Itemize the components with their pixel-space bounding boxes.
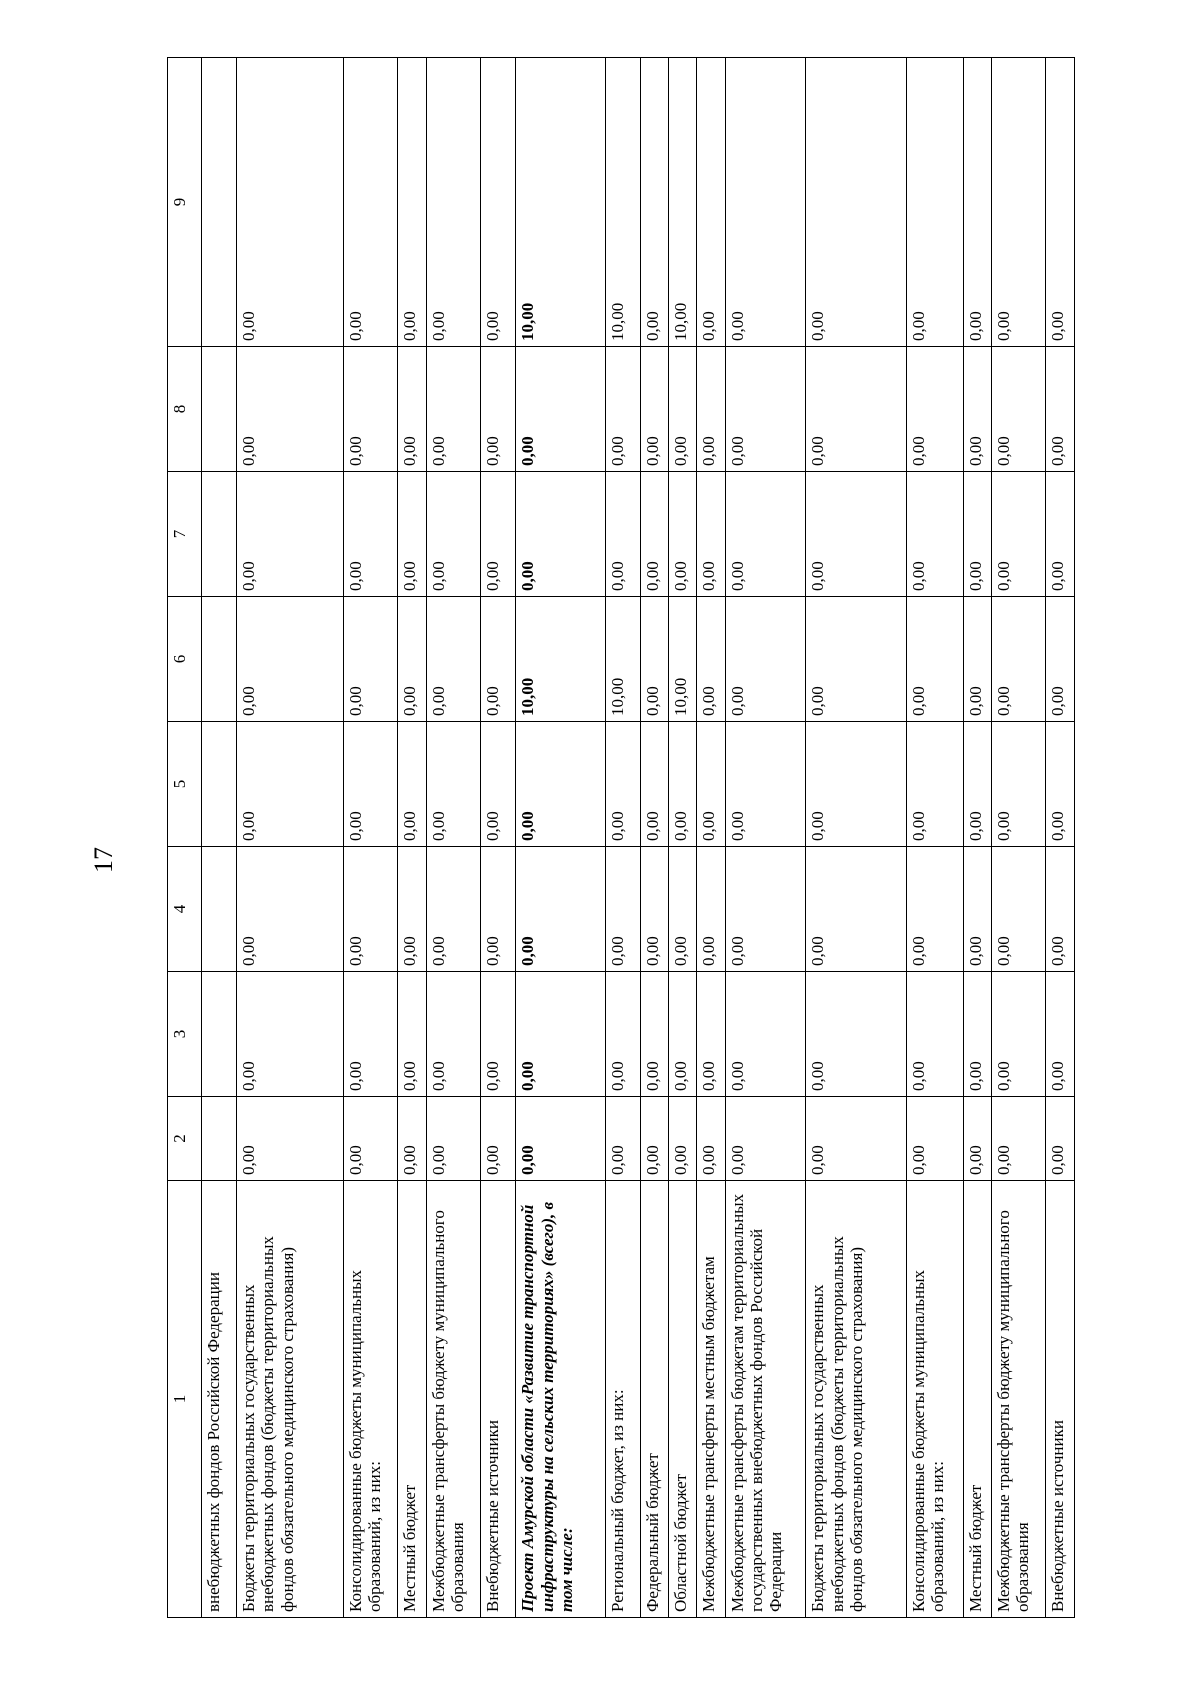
- header-col-6: 6: [168, 597, 202, 722]
- cell-col-6: 10,00: [516, 597, 605, 722]
- table-row: [516, 58, 605, 1618]
- row-label: Проект Амурской области «Развитие транспортной инфраструктуры на сельских территориях» (всего), в том числе:: [516, 1181, 605, 1618]
- cell-col-8: 0,00: [963, 347, 991, 472]
- cell-col-8: 0,00: [1046, 347, 1075, 472]
- table-row: [697, 58, 725, 1618]
- cell-col-3: 0,00: [426, 972, 481, 1097]
- cell-col-6: [202, 597, 237, 722]
- rotated-table-container: [167, 58, 1075, 1618]
- cell-col-9: 10,00: [516, 58, 605, 347]
- cell-col-6: 0,00: [906, 597, 963, 722]
- cell-col-3: 0,00: [481, 972, 516, 1097]
- row-label: Консолидированные бюджеты муниципальных образований, из них:: [906, 1181, 963, 1618]
- cell-col-7: 0,00: [697, 472, 725, 597]
- cell-col-2: 0,00: [1046, 1097, 1075, 1181]
- cell-col-6: 0,00: [398, 597, 426, 722]
- cell-col-8: 0,00: [725, 347, 806, 472]
- row-label: Федеральный бюджет: [640, 1181, 668, 1618]
- table-row: [426, 58, 481, 1618]
- cell-col-9: 0,00: [236, 58, 343, 347]
- cell-col-6: 0,00: [806, 597, 906, 722]
- cell-col-9: 0,00: [991, 58, 1046, 347]
- cell-col-6: 0,00: [725, 597, 806, 722]
- cell-col-9: 10,00: [605, 58, 640, 347]
- cell-col-7: 0,00: [236, 472, 343, 597]
- cell-col-5: 0,00: [343, 722, 398, 847]
- table-row: [668, 58, 696, 1618]
- cell-col-5: 0,00: [963, 722, 991, 847]
- table-header-row: [168, 58, 202, 1618]
- cell-col-2: 0,00: [806, 1097, 906, 1181]
- cell-col-6: 0,00: [697, 597, 725, 722]
- cell-col-9: 0,00: [906, 58, 963, 347]
- cell-col-3: 0,00: [806, 972, 906, 1097]
- cell-col-2: 0,00: [668, 1097, 696, 1181]
- cell-col-2: 0,00: [640, 1097, 668, 1181]
- table-row: [963, 58, 991, 1618]
- cell-col-3: 0,00: [697, 972, 725, 1097]
- cell-col-4: 0,00: [640, 847, 668, 972]
- cell-col-7: 0,00: [605, 472, 640, 597]
- cell-col-6: 0,00: [236, 597, 343, 722]
- header-col-4: 4: [168, 847, 202, 972]
- cell-col-5: 0,00: [516, 722, 605, 847]
- cell-col-6: 0,00: [991, 597, 1046, 722]
- cell-col-9: 0,00: [963, 58, 991, 347]
- table-row: [991, 58, 1046, 1618]
- cell-col-7: 0,00: [640, 472, 668, 597]
- header-col-9: 9: [168, 58, 202, 347]
- table-row: [806, 58, 906, 1618]
- cell-col-7: [202, 472, 237, 597]
- cell-col-3: 0,00: [906, 972, 963, 1097]
- cell-col-2: 0,00: [516, 1097, 605, 1181]
- cell-col-7: 0,00: [398, 472, 426, 597]
- row-label: Межбюджетные трансферты местным бюджетам: [697, 1181, 725, 1618]
- cell-col-8: 0,00: [398, 347, 426, 472]
- cell-col-4: 0,00: [725, 847, 806, 972]
- cell-col-5: 0,00: [668, 722, 696, 847]
- cell-col-2: 0,00: [481, 1097, 516, 1181]
- cell-col-7: 0,00: [426, 472, 481, 597]
- cell-col-5: 0,00: [1046, 722, 1075, 847]
- cell-col-8: 0,00: [481, 347, 516, 472]
- cell-col-7: 0,00: [1046, 472, 1075, 597]
- cell-col-6: 10,00: [605, 597, 640, 722]
- table-row: [202, 58, 237, 1618]
- cell-col-2: 0,00: [697, 1097, 725, 1181]
- cell-col-8: 0,00: [991, 347, 1046, 472]
- cell-col-5: 0,00: [725, 722, 806, 847]
- cell-col-6: 10,00: [668, 597, 696, 722]
- cell-col-3: 0,00: [343, 972, 398, 1097]
- cell-col-7: 0,00: [906, 472, 963, 597]
- row-label: Внебюджетные источники: [481, 1181, 516, 1618]
- cell-col-5: 0,00: [991, 722, 1046, 847]
- cell-col-4: 0,00: [1046, 847, 1075, 972]
- cell-col-6: 0,00: [963, 597, 991, 722]
- cell-col-8: [202, 347, 237, 472]
- cell-col-4: 0,00: [398, 847, 426, 972]
- cell-col-4: 0,00: [426, 847, 481, 972]
- cell-col-9: 0,00: [426, 58, 481, 347]
- row-label: Бюджеты территориальных государственных внебюджетных фондов (бюджеты территориальных фондов обязательного медицинского страхования): [236, 1181, 343, 1618]
- cell-col-5: 0,00: [640, 722, 668, 847]
- table-row: [605, 58, 640, 1618]
- cell-col-7: 0,00: [343, 472, 398, 597]
- header-col-2: 2: [168, 1097, 202, 1181]
- header-col-3: 3: [168, 972, 202, 1097]
- cell-col-9: 0,00: [806, 58, 906, 347]
- row-label: Межбюджетные трансферты бюджетам территориальных государственных внебюджетных фондов Российской Федерации: [725, 1181, 806, 1618]
- cell-col-5: 0,00: [906, 722, 963, 847]
- cell-col-7: 0,00: [481, 472, 516, 597]
- cell-col-3: 0,00: [991, 972, 1046, 1097]
- cell-col-5: 0,00: [605, 722, 640, 847]
- header-col-8: 8: [168, 347, 202, 472]
- cell-col-5: 0,00: [481, 722, 516, 847]
- cell-col-7: 0,00: [963, 472, 991, 597]
- cell-col-8: 0,00: [640, 347, 668, 472]
- cell-col-5: 0,00: [236, 722, 343, 847]
- cell-col-8: 0,00: [906, 347, 963, 472]
- cell-col-7: 0,00: [806, 472, 906, 597]
- row-label: Межбюджетные трансферты бюджету муниципального образования: [991, 1181, 1046, 1618]
- cell-col-7: 0,00: [668, 472, 696, 597]
- row-label: Региональный бюджет, из них:: [605, 1181, 640, 1618]
- cell-col-4: 0,00: [806, 847, 906, 972]
- cell-col-6: 0,00: [1046, 597, 1075, 722]
- cell-col-9: 0,00: [398, 58, 426, 347]
- cell-col-9: 0,00: [481, 58, 516, 347]
- cell-col-2: 0,00: [236, 1097, 343, 1181]
- cell-col-2: 0,00: [343, 1097, 398, 1181]
- cell-col-7: 0,00: [725, 472, 806, 597]
- row-label: Внебюджетные источники: [1046, 1181, 1075, 1618]
- cell-col-4: 0,00: [516, 847, 605, 972]
- table-row: [906, 58, 963, 1618]
- row-label: Бюджеты территориальных государственных внебюджетных фондов (бюджеты территориальных фондов обязательного медицинского страхования): [806, 1181, 906, 1618]
- cell-col-4: 0,00: [991, 847, 1046, 972]
- table-row: [481, 58, 516, 1618]
- row-label: Областной бюджет: [668, 1181, 696, 1618]
- cell-col-3: 0,00: [963, 972, 991, 1097]
- cell-col-2: 0,00: [605, 1097, 640, 1181]
- budget-table: [167, 57, 1075, 1618]
- cell-col-4: 0,00: [697, 847, 725, 972]
- cell-col-2: 0,00: [725, 1097, 806, 1181]
- header-col-1: 1: [168, 1181, 202, 1618]
- page-number: 17: [89, 847, 118, 873]
- cell-col-9: [202, 58, 237, 347]
- table-row: [343, 58, 398, 1618]
- cell-col-3: 0,00: [236, 972, 343, 1097]
- cell-col-4: 0,00: [481, 847, 516, 972]
- cell-col-3: 0,00: [605, 972, 640, 1097]
- cell-col-6: 0,00: [343, 597, 398, 722]
- document-sheet: [167, 58, 1075, 1618]
- cell-col-2: 0,00: [426, 1097, 481, 1181]
- cell-col-8: 0,00: [806, 347, 906, 472]
- cell-col-6: 0,00: [426, 597, 481, 722]
- cell-col-5: 0,00: [697, 722, 725, 847]
- cell-col-4: 0,00: [236, 847, 343, 972]
- cell-col-5: 0,00: [426, 722, 481, 847]
- table-body: [202, 58, 1075, 1618]
- cell-col-2: 0,00: [906, 1097, 963, 1181]
- cell-col-5: 0,00: [806, 722, 906, 847]
- cell-col-5: 0,00: [398, 722, 426, 847]
- cell-col-3: 0,00: [398, 972, 426, 1097]
- cell-col-2: 0,00: [991, 1097, 1046, 1181]
- cell-col-3: 0,00: [1046, 972, 1075, 1097]
- table-row: [236, 58, 343, 1618]
- cell-col-4: 0,00: [906, 847, 963, 972]
- table-row: [640, 58, 668, 1618]
- header-col-7: 7: [168, 472, 202, 597]
- cell-col-5: [202, 722, 237, 847]
- cell-col-9: 0,00: [343, 58, 398, 347]
- cell-col-8: 0,00: [516, 347, 605, 472]
- cell-col-2: [202, 1097, 237, 1181]
- cell-col-8: 0,00: [426, 347, 481, 472]
- cell-col-2: 0,00: [963, 1097, 991, 1181]
- cell-col-7: 0,00: [516, 472, 605, 597]
- cell-col-9: 10,00: [668, 58, 696, 347]
- cell-col-8: 0,00: [697, 347, 725, 472]
- table-row: [1046, 58, 1075, 1618]
- cell-col-8: 0,00: [236, 347, 343, 472]
- cell-col-9: 0,00: [697, 58, 725, 347]
- header-col-5: 5: [168, 722, 202, 847]
- cell-col-4: 0,00: [605, 847, 640, 972]
- table-row: [398, 58, 426, 1618]
- cell-col-8: 0,00: [343, 347, 398, 472]
- cell-col-4: 0,00: [343, 847, 398, 972]
- cell-col-3: 0,00: [668, 972, 696, 1097]
- cell-col-4: 0,00: [963, 847, 991, 972]
- cell-col-3: 0,00: [725, 972, 806, 1097]
- cell-col-4: [202, 847, 237, 972]
- row-label: Межбюджетные трансферты бюджету муниципального образования: [426, 1181, 481, 1618]
- cell-col-8: 0,00: [668, 347, 696, 472]
- row-label: Местный бюджет: [963, 1181, 991, 1618]
- cell-col-6: 0,00: [640, 597, 668, 722]
- cell-col-4: 0,00: [668, 847, 696, 972]
- cell-col-9: 0,00: [640, 58, 668, 347]
- table-row: [725, 58, 806, 1618]
- row-label: Консолидированные бюджеты муниципальных образований, из них:: [343, 1181, 398, 1618]
- cell-col-2: 0,00: [398, 1097, 426, 1181]
- cell-col-3: 0,00: [640, 972, 668, 1097]
- row-label: внебюджетных фондов Российской Федерации: [202, 1181, 237, 1618]
- cell-col-3: [202, 972, 237, 1097]
- cell-col-3: 0,00: [516, 972, 605, 1097]
- cell-col-9: 0,00: [725, 58, 806, 347]
- cell-col-7: 0,00: [991, 472, 1046, 597]
- cell-col-9: 0,00: [1046, 58, 1075, 347]
- cell-col-8: 0,00: [605, 347, 640, 472]
- row-label: Местный бюджет: [398, 1181, 426, 1618]
- cell-col-6: 0,00: [481, 597, 516, 722]
